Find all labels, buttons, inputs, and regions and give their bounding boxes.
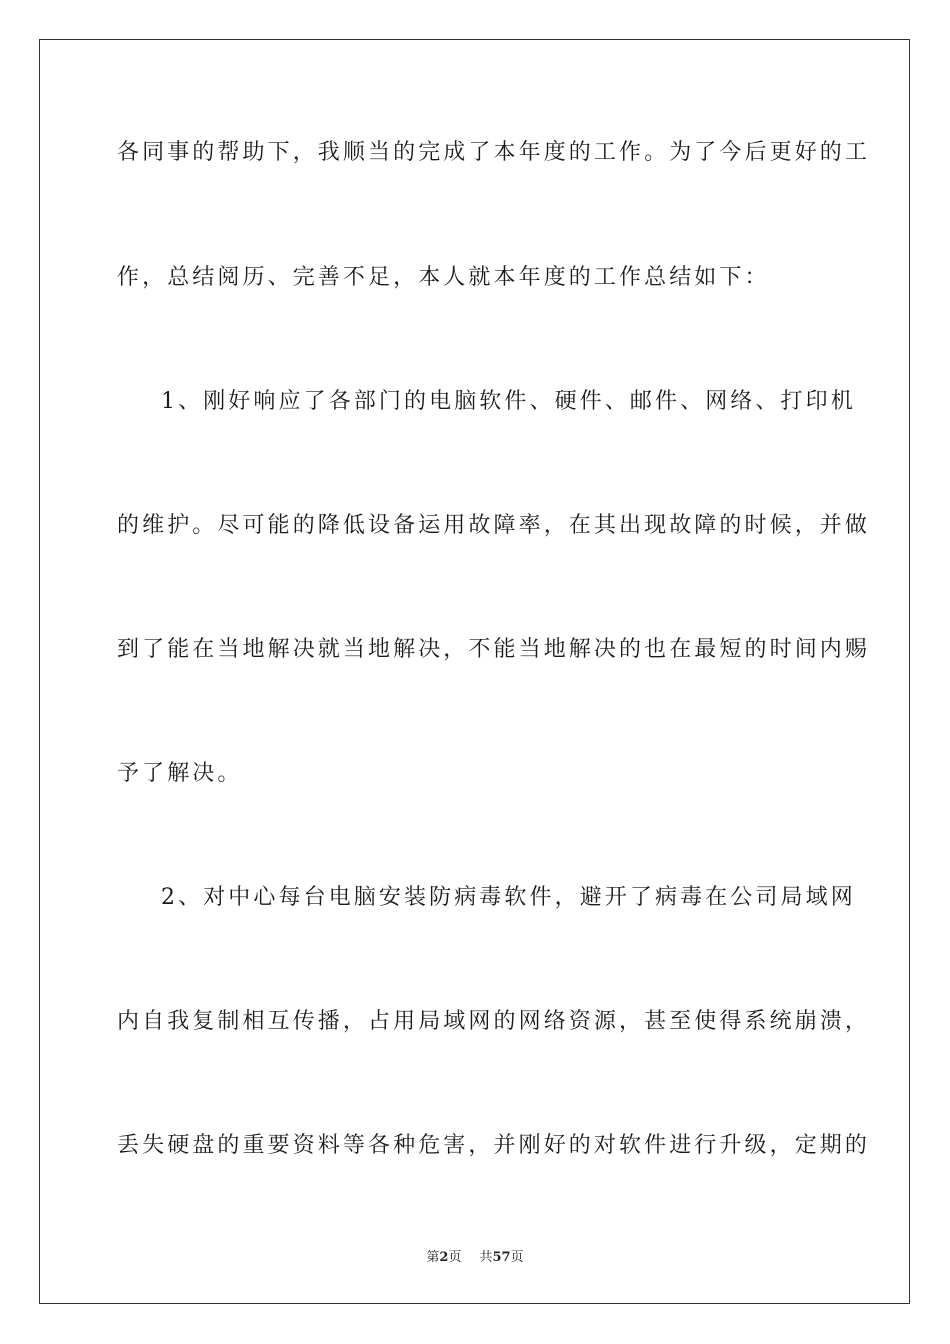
body-text-line: 作，总结阅历、完善不足，本人就本年度的工作总结如下： (117, 265, 770, 290)
body-text-line: 各同事的帮助下，我顺当的完成了本年度的工作。为了今后更好的工 (117, 140, 871, 165)
footer-total-suffix: 页 (510, 1250, 524, 1265)
footer-total-pages: 57 (492, 1250, 511, 1265)
body-text-line: 的维护。尽可能的降低设备运用故障率，在其出现故障的时候，并做 (117, 513, 871, 538)
footer-total-prefix: 共 (479, 1250, 493, 1265)
body-text-line: 2、对中心每台电脑安装防病毒软件，避开了病毒在公司局域网 (161, 885, 856, 910)
footer-page-prefix: 第 (426, 1250, 440, 1265)
body-text-line: 予了解决。 (117, 761, 243, 786)
body-text-line: 丢失硬盘的重要资料等各种危害，并刚好的对软件进行升级，定期的 (117, 1133, 871, 1158)
body-text-line: 到了能在当地解决就当地解决，不能当地解决的也在最短的时间内赐 (117, 637, 871, 662)
footer-page-suffix: 页 (448, 1250, 462, 1265)
page-border (39, 39, 910, 1304)
footer-page-number: 2 (439, 1250, 449, 1265)
body-text-line: 1、刚好响应了各部门的电脑软件、硬件、邮件、网络、打印机 (161, 389, 856, 414)
body-text-line: 内自我复制相互传播，占用局域网的网络资源，甚至使得系统崩溃， (117, 1009, 871, 1034)
page-footer (0, 1246, 950, 1265)
